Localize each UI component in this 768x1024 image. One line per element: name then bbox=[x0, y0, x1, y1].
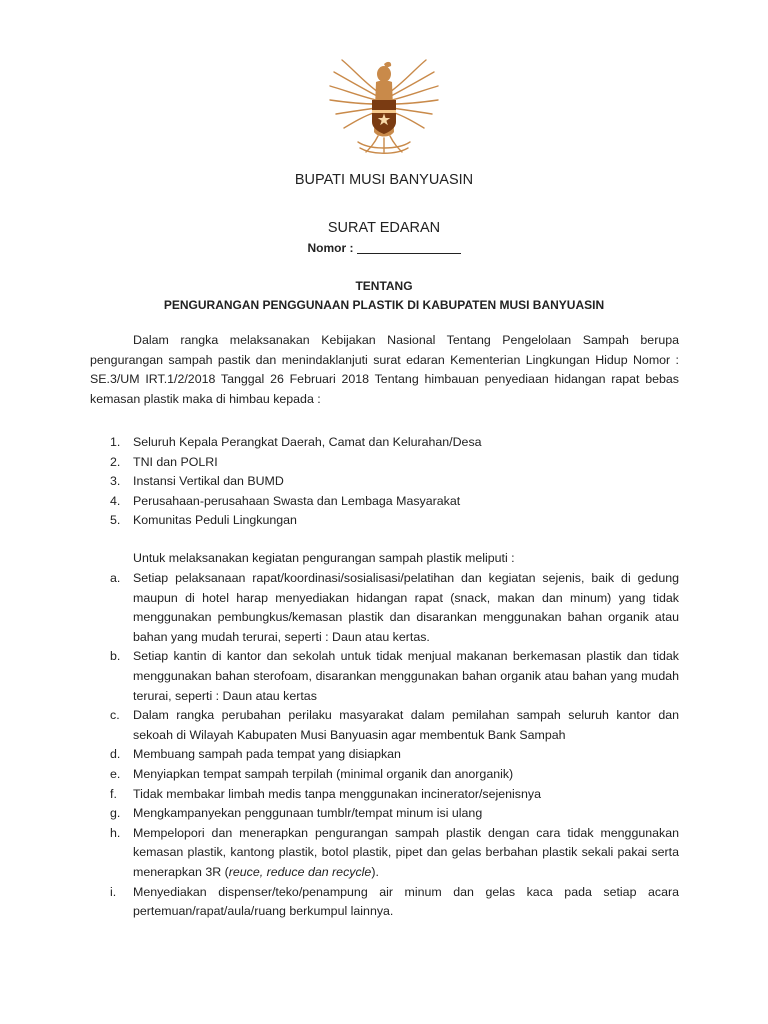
list-item bbox=[90, 883, 679, 922]
list-item bbox=[90, 824, 679, 883]
list-number: 4. bbox=[110, 493, 121, 508]
list-item bbox=[90, 745, 679, 765]
list-item-text: Tidak membakar limbah medis tanpa menggunakan incinerator/sejenisnya bbox=[133, 786, 541, 801]
official-title: BUPATI MUSI BANYUASIN bbox=[294, 172, 474, 188]
subject-title: PENGURANGAN PENGGUNAAN PLASTIK DI KABUPATEN MUSI BANYUASIN bbox=[163, 298, 605, 312]
list-item-text: TNI dan POLRI bbox=[133, 454, 218, 469]
list-letter: c. bbox=[110, 708, 120, 723]
list-item-text: Perusahaan-perusahaan Swasta dan Lembaga Masyarakat bbox=[133, 493, 461, 508]
list-item bbox=[90, 569, 679, 647]
list-item bbox=[90, 647, 679, 706]
number-blank-line bbox=[357, 253, 461, 254]
number-label: Nomor : bbox=[307, 241, 354, 255]
list-item bbox=[90, 433, 679, 453]
list-item bbox=[90, 706, 679, 745]
list-letter: f. bbox=[110, 786, 117, 801]
list-letter: g. bbox=[110, 806, 121, 821]
list-item-text bbox=[133, 824, 679, 883]
list-number: 5. bbox=[110, 513, 121, 528]
intro-paragraph: Dalam rangka melaksanakan Kebijakan Nasional Tentang Pengelolaan Sampah berupa pengurangan sampah pastik dan menindaklanjuti surat edaran Kementerian Lingkungan Hidup Nomor : SE.3/UM IRT.1/2/2018 Tanggal 26 Februari 2018 Tentang himbauan penyediaan hidangan rapat bebas kemasan plastik maka di himbau kepada : bbox=[90, 333, 679, 406]
list-item-text: Dalam rangka perubahan perilaku masyarakat dalam pemilahan sampah seluruh kantor dan sekoah di Wilayah Kabupaten Musi Banyuasin agar membentuk Bank Sampah bbox=[133, 708, 679, 742]
list-letter: h. bbox=[110, 825, 121, 840]
list-item-text: Setiap kantin di kantor dan sekolah untuk tidak menjual makanan berkemasan plastik dan tidak menggunakan bahan sterofoam, disarankan menggunakan bahan organik atau bahan yang mudah terurai, seperti : Daun atau kertas bbox=[133, 649, 679, 703]
list-item-text: Menyiapkan tempat sampah terpilah (minimal organik dan anorganik) bbox=[133, 766, 514, 781]
list-item bbox=[90, 472, 679, 492]
list-letter: b. bbox=[110, 649, 121, 664]
list-item bbox=[90, 804, 679, 824]
subject-label: TENTANG bbox=[355, 279, 413, 293]
list-number: 3. bbox=[110, 474, 121, 489]
list-item bbox=[90, 765, 679, 785]
list-number: 2. bbox=[110, 454, 121, 469]
list-item-text: Komunitas Peduli Lingkungan bbox=[133, 513, 297, 528]
list-letter: a. bbox=[110, 571, 121, 585]
list-letter: i. bbox=[110, 884, 117, 899]
action-list bbox=[90, 569, 679, 922]
list-item bbox=[90, 785, 679, 805]
list-item-text-end: ). bbox=[371, 864, 379, 879]
list-item-text: Seluruh Kepala Perangkat Daerah, Camat dan Kelurahan/Desa bbox=[133, 435, 482, 449]
list-item bbox=[90, 492, 679, 512]
list-letter: d. bbox=[110, 747, 121, 762]
list-item bbox=[90, 453, 679, 473]
recipient-list bbox=[90, 433, 679, 531]
document-number bbox=[0, 241, 768, 255]
list-item-text: Instansi Vertikal dan BUMD bbox=[133, 474, 284, 489]
list-number: 1. bbox=[110, 435, 121, 449]
list-letter: e. bbox=[110, 766, 121, 781]
list-item-text: Mengkampanyekan penggunaan tumblr/tempat minum isi ulang bbox=[133, 806, 483, 821]
list-item-text-main: Mempelopori dan menerapkan pengurangan sampah plastik dengan cara tidak menggunakan kemasan plastik, kantong plastik, botol plastik, pipet dan gelas berbahan plastik sekali pakai serta menerapkan 3R ( bbox=[133, 825, 679, 879]
list-item-text: Membuang sampah pada tempat yang disiapkan bbox=[133, 747, 401, 762]
list-item-text-italic: reuce, reduce dan recycle bbox=[228, 864, 372, 879]
actions-lead: Untuk melaksanakan kegiatan pengurangan sampah plastik meliputi : bbox=[133, 551, 515, 565]
list-item-text: Setiap pelaksanaan rapat/koordinasi/sosialisasi/pelatihan dan kegiatan sejenis, baik di gedung maupun di hotel harap menyediakan hidangan rapat (snack, makan dan minum) yang tidak menggunakan pembungkus/kemasan plastik dan disarankan menggunakan bahan organik atau bahan yang mudah terurai, seperti : Daun atau kertas. bbox=[133, 571, 679, 644]
garuda-emblem-icon bbox=[324, 52, 444, 156]
list-item bbox=[90, 511, 679, 531]
list-item-text: Menyediakan dispenser/teko/penampung air minum dan gelas kaca pada setiap acara pertemuan/rapat/aula/ruang berkumpul lainnya. bbox=[133, 884, 679, 919]
document-type: SURAT EDARAN bbox=[327, 220, 441, 236]
